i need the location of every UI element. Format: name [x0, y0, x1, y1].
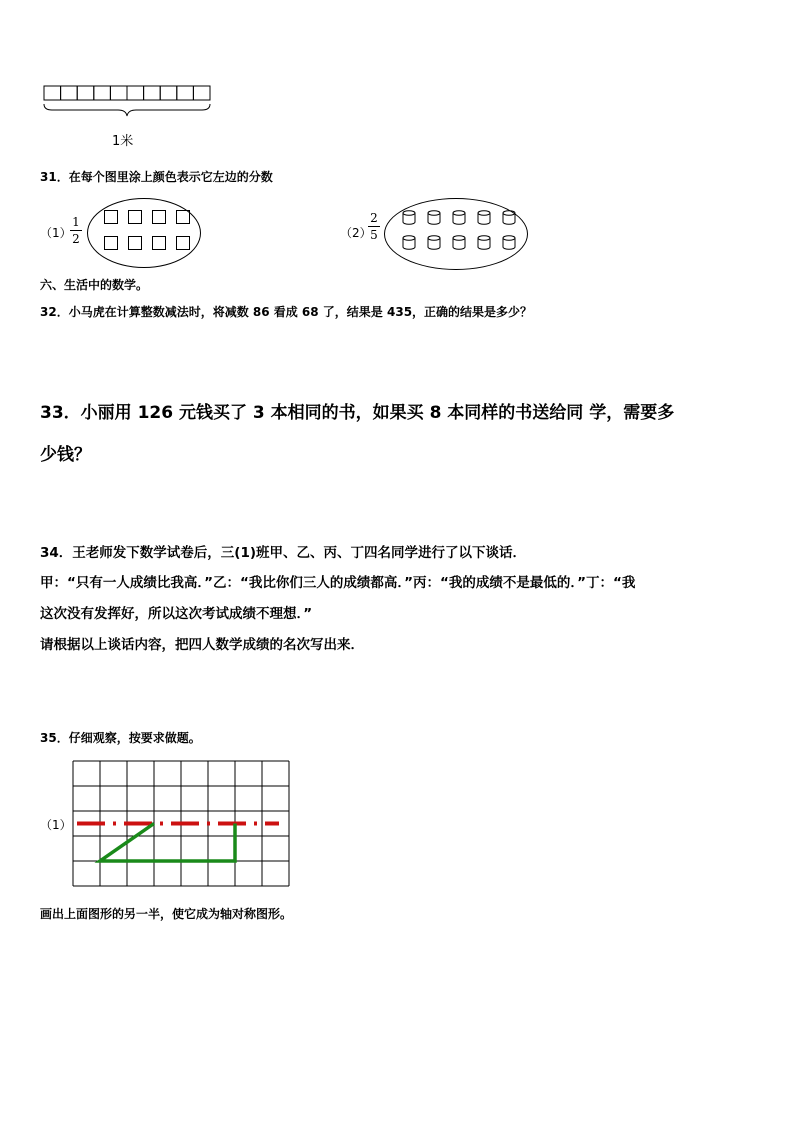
- ruler-cell: [144, 86, 161, 100]
- section-6-title: 六、生活中的数学。: [40, 278, 149, 292]
- ruler-cell: [193, 86, 210, 100]
- q31-part1-fraction: 1 2: [70, 216, 82, 245]
- question-33-line2: 少钱？: [40, 445, 91, 465]
- question-35-text: 35．仔细观察，按要求做题。: [40, 731, 201, 745]
- square-shape: [152, 210, 166, 224]
- ruler-brace: [44, 104, 210, 116]
- square-shape: [176, 210, 190, 224]
- cylinder-shape: [402, 210, 416, 225]
- square-shape: [152, 236, 166, 250]
- square-shape: [128, 236, 142, 250]
- cylinder-shape: [502, 210, 516, 225]
- cylinder-shape: [502, 235, 516, 250]
- cylinder-shape: [427, 235, 441, 250]
- ruler-label: 1米: [112, 134, 134, 149]
- question-33-line1: 33．小丽用 126 元钱买了 3 本相同的书，如果买 8 本同样的书送给同 学，需要多: [40, 403, 675, 423]
- cylinder-shape: [402, 235, 416, 250]
- ruler-cell: [110, 86, 127, 100]
- cylinder-shape: [452, 235, 466, 250]
- ruler-cell: [177, 86, 194, 100]
- cylinder-shape: [452, 210, 466, 225]
- q31-part2-label: （2）: [340, 226, 372, 240]
- square-shape: [176, 236, 190, 250]
- question-31-text: 31．在每个图里涂上颜色表示它左边的分数: [40, 170, 273, 184]
- question-32-text: 32．小马虎在计算整数减法时，将减数 86 看成 68 了，结果是 435，正确的结果是多少？: [40, 305, 533, 319]
- ruler-cell: [61, 86, 78, 100]
- cylinder-shape: [427, 210, 441, 225]
- symmetry-grid: [70, 760, 292, 888]
- ruler-cell: [127, 86, 144, 100]
- question-34-line1: 34．王老师发下数学试卷后，三(1)班甲、乙、丙、丁四名同学进行了以下谈话．: [40, 545, 527, 561]
- question-34-line4: 请根据以上谈话内容，把四人数学成绩的名次写出来．: [40, 637, 364, 653]
- question-34-line3: 这次没有发挥好，所以这次考试成绩不理想．”: [40, 606, 313, 622]
- q31-part1-ellipse: [87, 198, 201, 268]
- square-shape: [104, 210, 118, 224]
- cylinder-shape: [477, 235, 491, 250]
- square-shape: [128, 210, 142, 224]
- ruler-cell: [94, 86, 111, 100]
- q35-part-label: （1）: [40, 818, 72, 832]
- q31-part1-label: （1）: [40, 226, 72, 240]
- half-shape: [100, 824, 235, 862]
- ruler-diagram: [40, 84, 220, 124]
- q31-part2-fraction: 2 5: [368, 212, 380, 241]
- square-shape: [104, 236, 118, 250]
- ruler-cell: [44, 86, 61, 100]
- question-34-line2: 甲：“只有一人成绩比我高．”乙：“我比你们三人的成绩都高．”丙：“我的成绩不是最低的．”丁：“我: [40, 575, 636, 591]
- cylinder-shape: [477, 210, 491, 225]
- ruler-cell: [77, 86, 94, 100]
- ruler-cell: [160, 86, 177, 100]
- question-35-instruction: 画出上面图形的另一半，使它成为轴对称图形。: [40, 907, 293, 921]
- q31-part2-ellipse: [384, 198, 528, 270]
